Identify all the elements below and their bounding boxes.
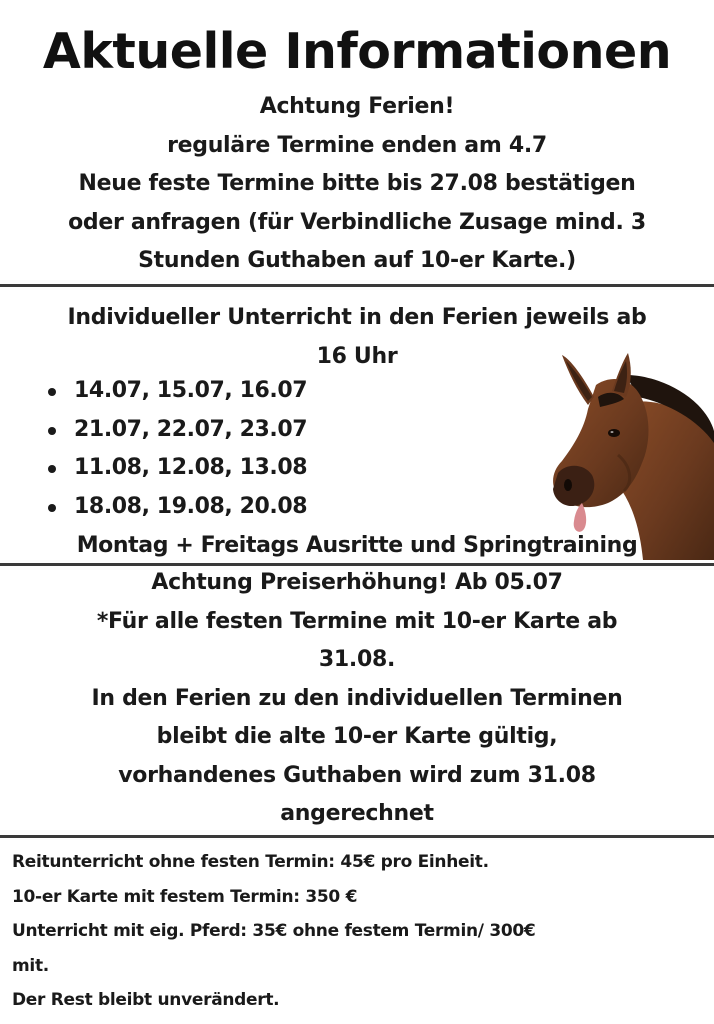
price-list-line: Unterricht mit eig. Pferd: 35€ ohne festem Termin/ 300€ xyxy=(12,921,536,941)
list-item: 21.07, 22.07, 23.07 xyxy=(46,411,307,450)
price-list-line: Reitunterricht ohne festen Termin: 45€ pro Einheit. xyxy=(12,852,489,872)
holiday-notice-line: Achtung Ferien! xyxy=(259,94,455,119)
weekday-activities: Montag + Freitags Ausritte und Springtraining xyxy=(76,533,638,558)
list-item: 18.08, 19.08, 20.08 xyxy=(46,488,307,527)
price-increase-line: 31.08. xyxy=(318,647,396,672)
holiday-notice xyxy=(0,88,714,281)
individual-lessons-heading-line: 16 Uhr xyxy=(316,344,398,369)
price-list-line: mit. xyxy=(12,955,49,976)
price-increase-line: angerechnet xyxy=(280,801,434,826)
price-increase-line: In den Ferien zu den individuellen Terminen xyxy=(91,685,623,711)
holiday-notice-line: reguläre Termine enden am 4.7 xyxy=(167,132,547,158)
price-list xyxy=(12,845,708,1018)
individual-lessons-heading-line: Individueller Unterricht in den Ferien jeweils ab xyxy=(67,305,647,330)
price-increase-line: Achtung Preiserhöhung! Ab 05.07 xyxy=(151,570,563,595)
page-title: Aktuelle Informationen xyxy=(42,23,672,80)
price-increase-line: vorhandenes Guthaben wird zum 31.08 xyxy=(118,762,596,788)
holiday-notice-line: Stunden Guthaben auf 10-er Karte.) xyxy=(138,248,576,273)
section-divider xyxy=(0,284,714,287)
list-item: 14.07, 15.07, 16.07 xyxy=(46,372,307,411)
holiday-notice-line: Neue feste Termine bitte bis 27.08 bestätigen xyxy=(78,171,636,196)
price-increase-line: bleibt die alte 10-er Karte gültig, xyxy=(156,724,558,749)
price-increase-line: *Für alle festen Termine mit 10-er Karte ab xyxy=(96,608,618,634)
price-increase-notice xyxy=(0,564,714,834)
list-item: 11.08, 12.08, 13.08 xyxy=(46,449,307,488)
price-list-line: 10-er Karte mit festem Termin: 350 € xyxy=(12,886,358,907)
holiday-notice-line: oder anfragen (für Verbindliche Zusage mind. 3 xyxy=(68,209,646,235)
price-list-line: Der Rest bleibt unverändert. xyxy=(12,990,280,1010)
section-divider xyxy=(0,835,714,838)
lesson-dates-list xyxy=(46,372,307,526)
